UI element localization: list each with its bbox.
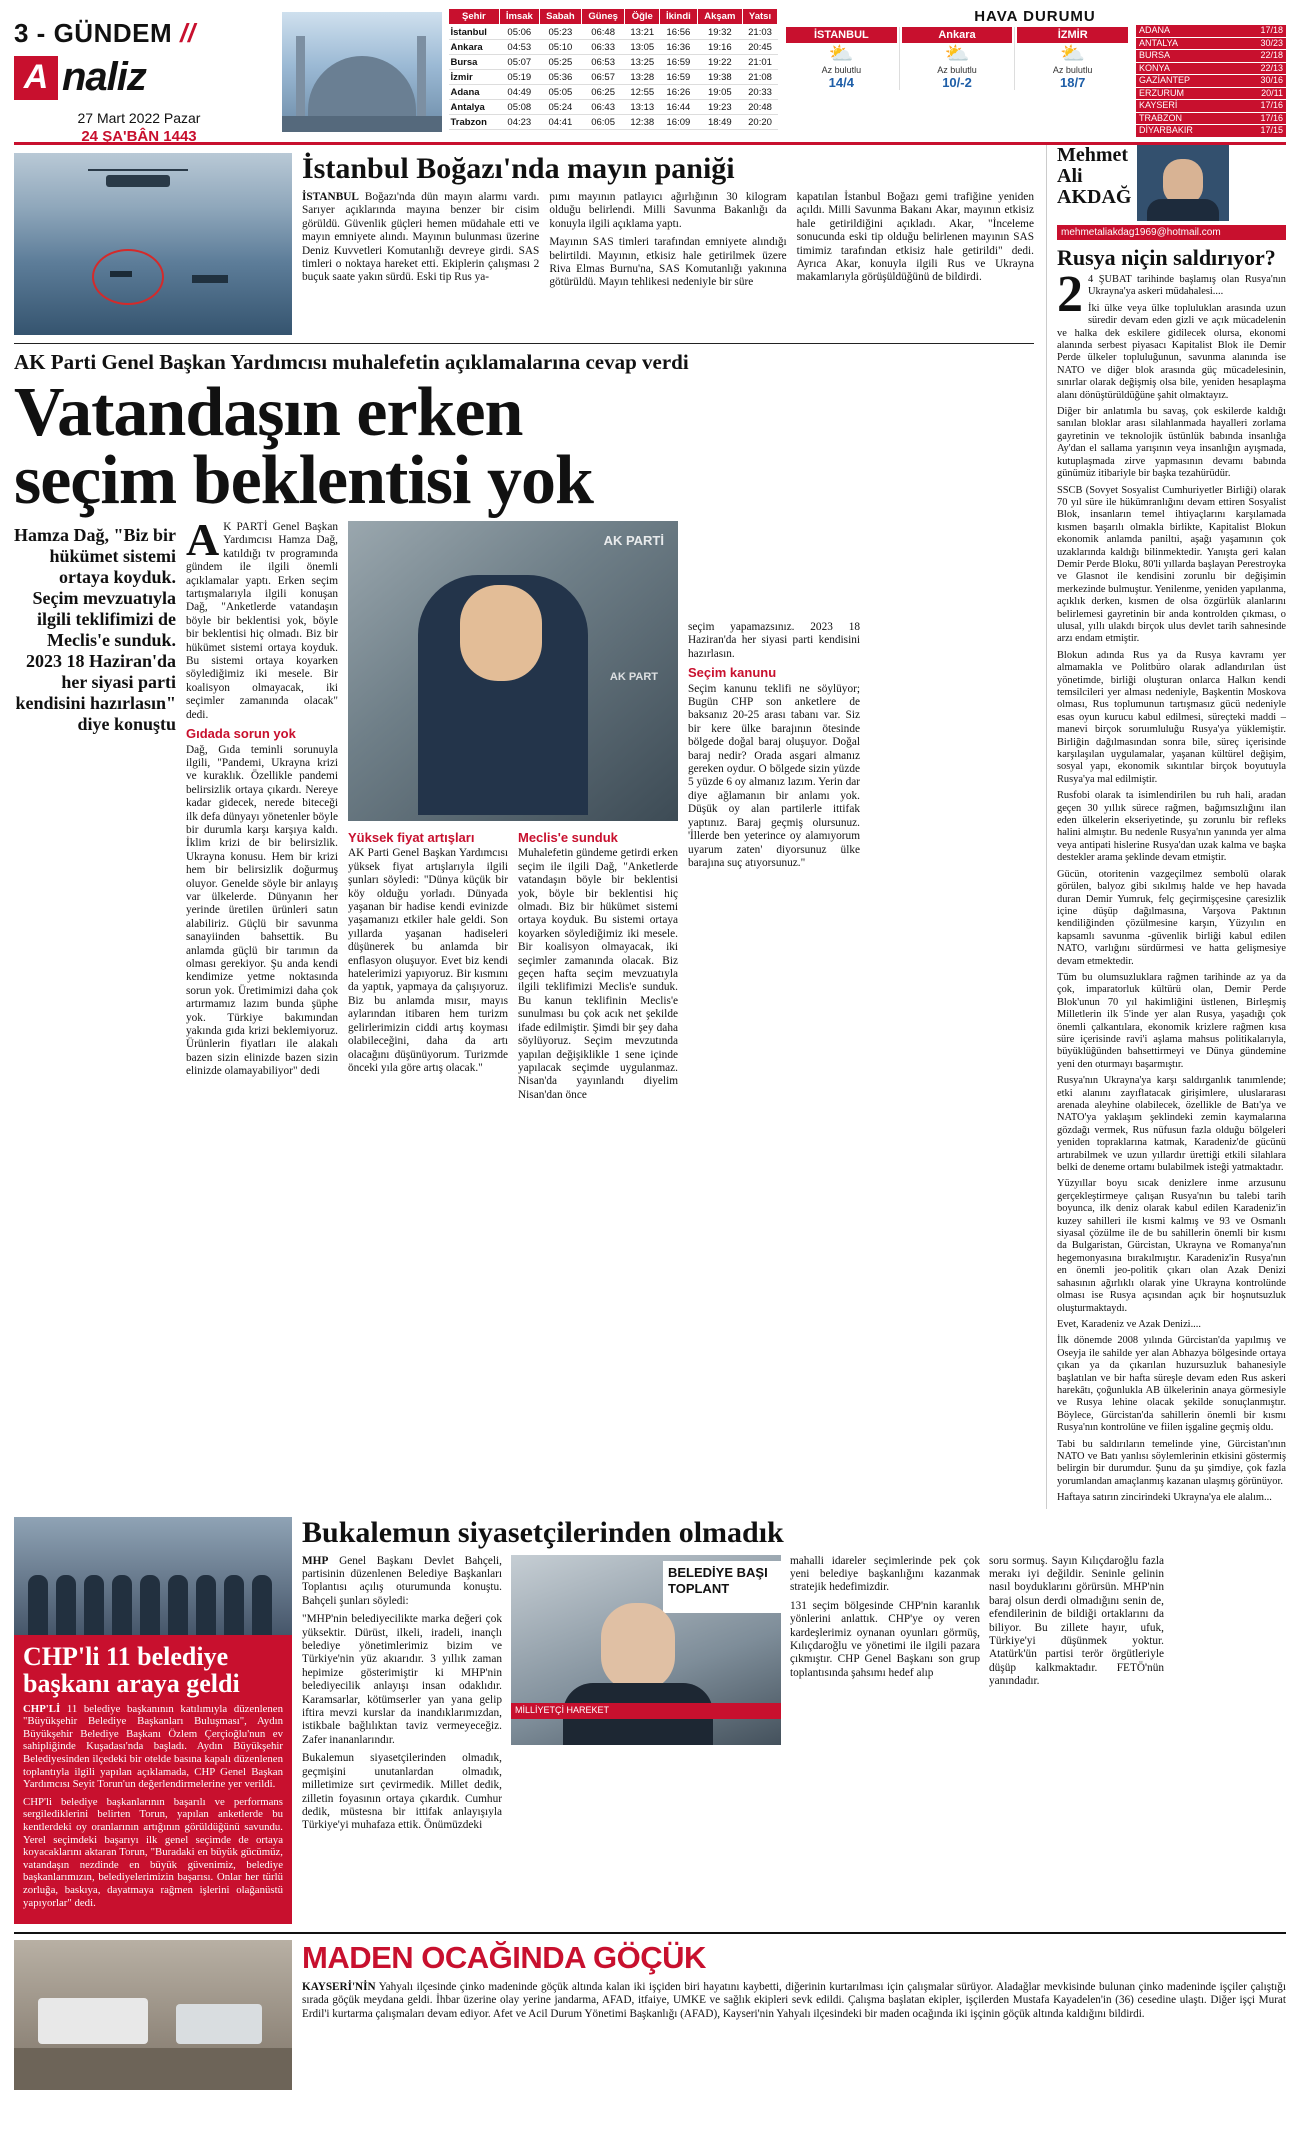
cell: 06:48 (581, 25, 624, 40)
prayer-col-1: İmsak (499, 9, 539, 25)
main-story-col-2 (348, 827, 508, 1107)
bukalemun-col-3 (989, 1555, 1164, 1838)
paragraph: Evet, Karadeniz ve Azak Denizi.... (1057, 1318, 1201, 1330)
columnist-photo (1137, 145, 1229, 221)
table-row (449, 85, 778, 100)
torso (1147, 199, 1219, 221)
cell: 13:21 (625, 25, 660, 40)
cell: 16:36 (660, 40, 697, 55)
paragraph: SSCB (Sovyet Sosyalist Cumhuriyetler Birliği) olarak 70 yıl süre ile hükümranlığını devam ettiren Sosyalist Blok, insanların temel ihtiyaçlarını karşılamada kısmen başarılı olmakla birlikte, Kapitalist Blokun ekonomik anlamda paniltıi, aşağı yaşamının çok uzaklarında kaldığı bilinmektedir. Yanışta geri kalan Demir Perde Bloku, 80'li yıllarda başlayan Perestroyka ve Glasnot ile kendisini zorunlu bir değişimin merkezinde bulmuştur. Yenilenme, yeniden yapılanma, açıklık derken, kısmen de olsa özgürlük alanlarını belirlemesi gayretinin bir anda kontrolden çıkması, o ulusal, yıllı ulakdı birçok ulus devlet tarih sahnesinde arzı endam etmiştir. (1057, 484, 1286, 645)
cell: 06:43 (581, 100, 624, 115)
cell: 13:28 (625, 70, 660, 85)
maden-story (14, 1932, 1286, 2090)
person (112, 1575, 132, 1635)
partly-cloudy-icon: ⛅ (828, 43, 854, 65)
highlight-circle (92, 249, 164, 305)
person (252, 1575, 272, 1635)
bukalemun-headline: Bukalemun siyasetçilerinden olmadık (302, 1515, 784, 1549)
table-row (449, 25, 778, 40)
columnist-middle-name: Ali (1057, 165, 1083, 187)
face (601, 1603, 675, 1691)
subhead-fiyat: Yüksek fiyat artışları (348, 830, 475, 845)
table-row (449, 40, 778, 55)
cell: Trabzon (449, 115, 500, 130)
prayer-times-table (448, 8, 778, 136)
logo-wordmark: naliz (62, 55, 146, 99)
maden-col-1 (302, 1981, 1286, 2021)
paragraph: Gücün, otoritenin vazgeçilmez sembolü olarak görülen, balyoz gibi sıkılmış halde ve hep havada duran Demir Yumruk, felç geçirmişçesine çaresizlik içine düşüp dağılmasına, Varşova Paktının kendiliğinden çözülmesine karşın, Yüzyılın en kapsamlı savunma -güvenlik birliği kabul edilen NATO, varlığını sürdürmesi ve hatta gelişmesiye devam etmektedir. (1057, 868, 1286, 967)
paragraph: Bukalemun siyasetçilerinden olmadık, geçmişini unutanlardan olmadık, milletimize sırt çevirmedik. Millet dedik, zilletin foyasının ortaya çıkardık. Cumhur dedik, müstesna bir ittifak anlayışıyla Türkiye'yi muhafaza ettik. Önümüzdeki (302, 1752, 502, 1832)
paragraph: CHP'li belediye başkanlarının başarılı ve performans sergilediklerini belirten Torun, yapılan anketlerde bu kentlerdeki oy oranlarının artığının görüldüğünü savundu. Yerel seçimdeki başarıyı ilk genel seçimde de ortaya koyacaklarını aktaran Torun, "Buradaki en büyük gücümüz, vatandaşın nezdinde en büyük güvenimiz, belediye başkanlarımızın, belediyelerimizin başarısı. Onlar her türlü zorluğa, baskıya, dayatmaya rağmen işlerini olağanüstü yapıyorlar" dedi. (23, 1795, 283, 1909)
prayer-col-0: Şehir (449, 9, 500, 25)
cell: İstanbul (449, 25, 500, 40)
cell: İzmir (449, 70, 500, 85)
city-name: BURSA (1139, 50, 1171, 60)
weather-city (784, 27, 900, 90)
cell: 06:05 (581, 115, 624, 130)
cell: 05:19 (499, 70, 539, 85)
paragraph: Diğer bir anlatımla bu savaş, çok eskilerde kaldığı sanılan bloklar arası silahlanmada hayalleri zorlama gayretinin ve teknolojik üstünlük babında insanlığa Ay'dan el sallama yarışının veya insanlığın ayışmada, kutuplaşmada zirve yapmasının devamı babında günümüz itibariyle bir başka tezahürüdür. (1057, 406, 1286, 480)
cell: 04:49 (499, 85, 539, 100)
cell: 12:55 (625, 85, 660, 100)
ak-parti-logo-2: AK PART (609, 671, 658, 683)
person (196, 1575, 216, 1635)
city-name: KAYSERİ (1139, 100, 1178, 110)
weather-city (900, 27, 1016, 90)
paragraph: Haftaya satırın zincirindeki Ukrayna'ya ele alalım... (1057, 1492, 1272, 1504)
mosque-photo (282, 12, 442, 132)
list-item (1136, 63, 1286, 76)
paragraph: Rusya'nın Ukrayna'ya karşı saldırganlık tanımlende; etki alanını zayıflatacak girişimlere, uluslararası arenada aleyhine olabilecek, özellikle de Batı'ya ve NATO'ya yaklaşım şeklindeki zemin kaymalarına gözdağı vermek, Rus nüfusun fazla olduğu bölgeleri yeniden topraklarına katmak, Karadeniz'de gücünü artırabilmek ve uzun yıllardır ürettiği etkili silahlara belki de deneme ortamı bulabilmek isteği yatmaktadır. (1057, 1075, 1286, 1174)
paragraph: KAYSERİ'NİN Yahyalı ilçesinde çinko madeninde göçük altında kalan iki işçiden biri hayatını kaybetti, diğerinin kurtarılması için çalışmalar sürüyor. Aladağlar mevkisinde bulunan çinko madeninde işçiler çalıştığı sırada göçük meydana geldi. İhbar üzerine olay yerine jandarma, AFAD, itfaiye, UMKE ve sağlık ekipleri sevk edildi. Çalışma başlatan ekipler, işçilerden Mustafa Kayadelen'in (36) cesedine ulaştı. Diğer işçi Murat Erdil'i kurtarma çalışmaları devam ediyor. Afet ve Acil Durum Yönetimi Başkanlığı (AFAD), Kayseri'nin Yahyalı ilçesindeki bir maden ocağında iki işçinin göçük altında kaldığını bildirdi. (302, 1981, 1286, 2020)
person-face (460, 585, 542, 681)
maden-body (302, 1940, 1286, 2090)
masthead-date (14, 110, 264, 145)
main-kicker: AK Parti Genel Başkan Yardımcısı muhalefetin açıklamalarına cevap verdi (14, 350, 689, 374)
photo (511, 1555, 781, 1745)
hamza-dag-photo (348, 521, 678, 821)
table-row (449, 70, 778, 85)
bosphorus-photo (14, 153, 292, 335)
helicopter (106, 175, 170, 187)
cell: 20:48 (743, 100, 778, 115)
main-story-col-3 (518, 827, 678, 1107)
city-temp: 22/18 (1260, 50, 1283, 60)
list-item (1136, 100, 1286, 113)
cell: 05:23 (539, 25, 581, 40)
columnist-header (1057, 145, 1286, 221)
cell: 16:26 (660, 85, 697, 100)
weather-desc: Az bulutlu (1052, 65, 1093, 75)
logo-mark: A (14, 56, 58, 100)
logo (14, 55, 282, 100)
prayer-col-3: Güneş (581, 9, 624, 25)
main-story-col-4 (688, 521, 860, 1107)
cell: Bursa (449, 55, 500, 70)
city-name: DİYARBAKIR (1139, 125, 1193, 135)
cell: 06:57 (581, 70, 624, 85)
weather-city-list (1136, 25, 1286, 138)
city-temp: 17/16 (1260, 100, 1283, 110)
top-story-col-1 (302, 191, 539, 295)
cell: 12:38 (625, 115, 660, 130)
chp-group-photo (14, 1517, 292, 1635)
cell: 20:45 (743, 40, 778, 55)
slash-decoration: // (180, 18, 196, 48)
cell: 13:13 (625, 100, 660, 115)
prayer-header-row (449, 9, 778, 25)
city-temp: 17/15 (1260, 125, 1283, 135)
prayer-col-6: Akşam (697, 9, 742, 25)
top-story-col-2 (549, 191, 786, 295)
city-name: ADANA (1139, 25, 1171, 35)
section-title (14, 18, 282, 49)
prayer-col-2: Sabah (539, 9, 581, 25)
maden-photo (14, 1940, 292, 2090)
cell: 16:44 (660, 100, 697, 115)
person (84, 1575, 104, 1635)
partly-cloudy-icon: ⛅ (1060, 43, 1086, 65)
cell: 16:59 (660, 70, 697, 85)
hijri-date: 24 ŞA'BÂN 1443 (81, 128, 197, 145)
list-item (1136, 113, 1286, 126)
banner-text (663, 1561, 781, 1613)
bukalemun-story (302, 1517, 1286, 1925)
mid-section (14, 1517, 1286, 1925)
paragraph: İlk dönemde 2008 yılında Gürcistan'da yapılmış ve Oseyja ile sahilde yer alan Abhazya bölgesinde ortaya çıkan ya da çıkarılan huzursuzluk bahanesiyle başlatılan ve bir hafta süreşle devam eden Rus askeri harekâtı, çoğunlukla AB ülkelerinin anaya görmesiyle ve Rusya lehine olacak şekilde sonuçlanmıştır. Böylece, Gürcistan'da sahillerin önemli bir kısmı Rusya'nın kontrolüne ve fiilen işgaline geçmiş oldu. (1057, 1335, 1286, 1434)
paragraph: Tüm bu olumsuzluklara rağmen tarihinde az ya da çok, imparatorluk kültürü olan, Demir Perde Blok'unun 70 yıl hakimliğini üstlenen, Birleşmiş Milletlerin ilk 5'inde yer alan Rusya, yaşadığı çok önemli çalkantılara, ekonomik krizlere rağmen kısa süre içerisinde ravi'i aşlama mahsus politikalarıyla, büyüklüğünden bahsettirmeyi ve Dünya gündemine yeni den oturmayı başarmıştır. (1057, 971, 1286, 1070)
cell: 21:03 (743, 25, 778, 40)
weather-temp: 14/4 (828, 75, 854, 90)
boat (192, 275, 228, 283)
bukalemun-col-1 (302, 1555, 502, 1838)
subhead-gida: Gıdada sorun yok (186, 726, 296, 742)
weather-temp: 10/-2 (942, 75, 972, 90)
headline-line-2: seçim beklentisi yok (14, 442, 593, 519)
section-label: 3 - GÜNDEM (14, 18, 173, 48)
cell: 21:01 (743, 55, 778, 70)
chp-story (14, 1517, 292, 1925)
paragraph: mahalli idareler seçimlerinde pek çok yeni belediye başkanlığını kazanmak stratejik hedefimizdir. (790, 1554, 980, 1594)
paragraph: Seçim kanunu teklifi ne söylüyor; Bugün CHP son anketlere de baksanız 20-25 arası tabanı var. Siz bir kere ülke barajının ötesinde bölgede doğal baraj oluşuyor. Doğal baraj nedir? Orada asgari almanız gereken oydur. O bölgede sizin yüzde 5 yüzde 6 oy almanız lazım. Yerin dar diye ağlamanın bir anlamı yok. Düşük oy alan partilerle ittifak yaptınız. Baraj geçmiş olursunuz. 'İllerde ben yeterince oy alamıyorum uyarum zaten' diyorsunuz ülke barajına suç atıyorsunuz." (688, 682, 860, 869)
cell: 16:09 (660, 115, 697, 130)
cell: 05:24 (539, 100, 581, 115)
weather-cities (784, 27, 1130, 90)
cell: 05:36 (539, 70, 581, 85)
banner-line-2: TOPLANT (668, 1580, 730, 1596)
cell: 06:53 (581, 55, 624, 70)
weather-widget (784, 8, 1286, 136)
top-story (14, 153, 1034, 335)
table-row (449, 55, 778, 70)
cell: Adana (449, 85, 500, 100)
cell: Antalya (449, 100, 500, 115)
weather-city-name: İZMİR (1017, 27, 1128, 43)
cell: 20:33 (743, 85, 778, 100)
cell: 20:20 (743, 115, 778, 130)
cell: 04:41 (539, 115, 581, 130)
person (28, 1575, 48, 1635)
city-name: GAZİANTEP (1139, 75, 1191, 85)
table-row (449, 100, 778, 115)
column-body (1057, 266, 1286, 1505)
chp-text-box (14, 1635, 292, 1925)
paragraph: İSTANBUL Boğazı'nda dün mayın alarmı vardı. Sarıyer açıklarında mayına benzer bir cisim görüldü. Güvenlik güçleri hemen müdahale etti ve mayın emniyete alındı. Mayının bulunması üzerine Deniz Kuvvetleri Komutanlığı devreye girdi. SAS timleri o noktaya hareket etti. Ekiplerin çalışması 2 buçuk saate yakın sürdü. Eski tip Rus ya- (302, 191, 540, 284)
upper-section (14, 145, 1286, 1509)
city-temp: 17/16 (1260, 112, 1283, 123)
person (140, 1575, 160, 1635)
cell: 05:07 (499, 55, 539, 70)
list-item (1136, 50, 1286, 63)
bukalemun-col-2 (790, 1555, 980, 1838)
divider (14, 343, 1034, 344)
cell: 18:49 (697, 115, 742, 130)
weather-desc: Az bulutlu (937, 65, 977, 75)
city-name: ANTALYA (1139, 37, 1179, 48)
paragraph: pımı mayının patlayıcı ağırlığının 30 kilogram olduğu belirlendi. Milli Savunma Bakanlığı da konuyla ilgili açıklama yaptı. (549, 191, 787, 230)
main-quote-col (14, 521, 176, 1107)
rescue-truck (38, 1998, 148, 2044)
paragraph: CHP'Lİ 11 belediye başkanının katılımıyla düzenlenen "Büyükşehir Belediye Başkanları Buluşması", Aydın Büyükşehir Belediye Başkanı Özlem Çerçioğlu'nun ev sahipliğinde Kuşadası'nda başladı. Aydın Büyükşehir Belediyesinden ilçedeki bir otelde basına kapalı düzenlenen toplantıyla ilgili yapılan açıklamada, CHP Genel Başkan Yardımcısı Seyit Torun'un değerlendirmelerine yer verildi. (23, 1702, 283, 1791)
subhead-secim-kanunu: Seçim kanunu (688, 665, 777, 681)
city-name: TRABZON (1139, 112, 1183, 123)
chp-headline: CHP'li 11 belediye başkanı araya geldi (23, 1641, 240, 1698)
banner-line-1: BELEDİYE BAŞI (668, 1564, 768, 1580)
gregorian-date: 27 Mart 2022 Pazar (77, 110, 201, 126)
cell: 19:05 (697, 85, 742, 100)
cell: 06:33 (581, 40, 624, 55)
cell: 05:10 (539, 40, 581, 55)
bahceli-photo (511, 1555, 781, 1838)
column-title: Rusya niçin saldırıyor? (1057, 245, 1276, 270)
weather-desc: Az bulutlu (821, 65, 862, 75)
paragraph: seçim yapamazsınız. 2023 18 Haziran'da her siyasi parti kendisini hazırlasın. (688, 621, 860, 660)
cell: 05:08 (499, 100, 539, 115)
paragraph: İki ülke veya ülke topluluklan arasında uzun süredir devam eden gizli ve açık mücadelenin ve halka dek eskilere gidilecek olursa, ekonomi alanında serbest piyasacı Kapitalist Blok ile Demir Perde ülkeler topluluğunun, savunma alanında ise NATO ve diğer blok arasında güç mücadelesinin, sınırlar olarak değişmiş olsa bile, yeniden hesaplaşma alanı dönüştürüldüğüne şahit olmaktayız. (1057, 302, 1286, 401)
weather-city-name: İSTANBUL (786, 27, 897, 43)
top-story-col-3 (797, 191, 1034, 295)
city-temp: 22/13 (1260, 62, 1283, 73)
list-item (1136, 75, 1286, 88)
paragraph: AK Parti Genel Başkan Yardımcısı yüksek fiyat artışlarıyla ilgili şunları söyledi: "Dünya küçük bir köy olduğu yorladı. Dünyada yaşanan bir hadise kendi evinizde yaşamanızı etkiler hale geldi. Son yıllarda yaşanan hadiseleri düşünerek bu anlamda bir enflasyon oluşuyor. Evet biz kendi hatelerimizi yapıyoruz. Bir kısmını da yaptık, yapmaya da çalışıyoruz. Biz bu anlamda mısır, mayıs aylarından itibaren hem turizm gelirlerimizin ciddi artış koyması olabileceğini, daha da artı olacağını düşünüyorum. Turizmde önceki yıla göre artış olacak." (348, 847, 508, 1074)
ground (14, 2048, 292, 2090)
cell: Ankara (449, 40, 500, 55)
ambulance (176, 2004, 262, 2044)
city-name: KONYA (1139, 62, 1170, 73)
partly-cloudy-icon: ⛅ (944, 43, 970, 65)
weather-title: HAVA DURUMU (784, 8, 1286, 25)
cell: 16:59 (660, 55, 697, 70)
prayer-col-7: Yatsı (743, 9, 778, 25)
weather-temp: 18/7 (1060, 75, 1086, 90)
city-temp: 17/18 (1260, 25, 1283, 35)
paragraph: kapatılan İstanbul Boğazı gemi trafiğine yeniden açıldı. Milli Savunma Bakanı Akar, mayının etkisiz hale getirildiğini açıkladı. Akar, "İnceleme sonucunda eski tip olduğu belirlenen mayının SAS timimiz tarafından etkisiz hale getirildi" dedi. Ayrıca Akar, konuyla ilgili Rus ve Ukrayna makamlarıyla görüşüldüğünü de bildirdi. (796, 191, 1034, 284)
ground (282, 116, 442, 132)
cell: 13:05 (625, 40, 660, 55)
paragraph: Dağ, Gıda teminli sorunuyla ilgili, "Pandemi, Ukrayna krizi ve kuraklık. Özellikle pandemi belirsizlik ortaya çıkardı. Nereye kadar gidecek, nerede biteceği ilk defa dünyayı yönetenler böyle bir durumla karşı karşıya kaldı. İklim krizi de bir belirsizlik. Ukrayna konusu. Hem bir krizi hem bir belirsizlik doğurmuş oluyor. Genelde söyle bir anlayış var ülkelerde. Dünyanın her yerinde üretilen ürünleri satın alabiliriz. Güçlü bir savunma sanayiinden bahsettik. Bu anlamda güçlü bir tarımın da olması gerekiyor. Şu anda kendi kendimize yetme noktasında sorun yok. Üretimimizi daha çok artırmamız lazım bunda şüphe yok. Türkiye bakımından yakında gıda krizi beklemiyoruz. Ürünlerin fiyatları ile alakalı bazen sizin elinizde bazen sizin elinizde olamayabiliyor" dedi (186, 743, 338, 1078)
main-story-photo (348, 521, 678, 1107)
city-temp: 30/23 (1260, 37, 1283, 48)
paragraph (186, 514, 338, 722)
cell: 19:22 (697, 55, 742, 70)
top-story-headline: İstanbul Boğazı'nda mayın paniği (302, 152, 735, 185)
drop-cap: A (186, 514, 220, 565)
columnist-email: mehmetaliakdag1969@hotmail.com (1057, 225, 1286, 240)
city-temp: 30/16 (1260, 75, 1283, 85)
columnist-first-name: Mehmet (1057, 144, 1129, 166)
cell: 04:23 (499, 115, 539, 130)
city-temp: 20/11 (1261, 87, 1283, 98)
top-story-body (302, 153, 1034, 335)
paragraph: MHP Genel Başkanı Devlet Bahçeli, partisinin düzenlenen Belediye Başkanları Toplantısı açılış oturumunda konuştu. Bahçeli şunları söyledi: (302, 1554, 502, 1607)
cell: 06:25 (581, 85, 624, 100)
cell: 19:23 (697, 100, 742, 115)
person (224, 1575, 244, 1635)
page-title (14, 374, 1034, 519)
cell: 19:32 (697, 25, 742, 40)
cell: 19:38 (697, 70, 742, 85)
party-band: MİLLİYETÇİ HAREKET (511, 1703, 781, 1719)
person (168, 1575, 188, 1635)
paragraph-text: 4 ŞUBAT tarihinde başlamış olan Rusya'nın Ukrayna'ya askeri müdahalesi.... (1088, 274, 1286, 298)
cell: 16:56 (660, 25, 697, 40)
paragraph: Tabi bu saldırıların temelinde yine, Gürcistan'ının NATO ve Batı yanlısı söylemlerinin etkisini göstermiş belirgin bir durumdur. Şunu da şu şimdiye, çok fazla yorumlandan amaçlanmış kazanan ulaşmış görünüyor. (1057, 1438, 1286, 1487)
table-row (449, 115, 778, 130)
list-item (1136, 38, 1286, 51)
masthead-left (14, 8, 282, 145)
cell: 04:53 (499, 40, 539, 55)
cell: 05:25 (539, 55, 581, 70)
person (56, 1575, 76, 1635)
paragraph: Rusfobi olarak ta isimlendirilen bu ruh hali, aradan geçen 30 yıllık sürece rağmen, bağımsızlığını ilan eden ülkelerin ekseriyetinde, şu zorunlu bir refleks halini almıştır. Bu nedenle Rusya'nın yanında yer alma veya antipati hislerine Rusya'dan uzak kalma ve başka destekler arama şeklinde devam etmiştir. (1057, 790, 1286, 864)
main-story-col-1 (186, 514, 338, 1107)
paragraph: "MHP'nin belediyecilikte marka değeri çok yüksektir. Dürüst, ilkeli, iradeli, inançlı belediye yönetimlerimiz bizim ve Türkiye'nin yüz akıarıdır. 3 yıllık zaman hepimize gösterimiştir ki MHP'nin belediyecilik anlayışı insan odaklıdır. Karamsarlar, kötümserler yan yana gelip iftira mevzi kurslar da inandıklarımızdan, istikbale bağlılıktan taviz vermeyeceğiz. Zafer inananlarındır. (302, 1613, 502, 1746)
paragraph (1057, 266, 1286, 323)
headline-line-1: Vatandaşın erken (14, 374, 523, 451)
weather-city-name: Ankara (902, 27, 1013, 43)
cell: 05:05 (539, 85, 581, 100)
cell: 13:25 (625, 55, 660, 70)
columnist-section (1046, 145, 1286, 1509)
paragraph: 131 seçim bölgesinde CHP'nin karanlık yönlerini anlattık. CHP'ye oy veren kardeşlerimiz oynanan oyunları görmüş, Kılıçdaroğlu ve yönetimi ile ilgili pazara çıkmıştır. CHP Genel Başkanı son grup toplantısında şahsımı hedef alıp (790, 1599, 980, 1679)
subhead-meclis: Meclis'e sunduk (518, 830, 618, 845)
paragraph-text: K PARTİ Genel Başkan Yardımcısı Hamza Dağ, katıldığı tv programında gündem ile ilgili önemli açıklamalar yaptı. Erken seçim tartışmalarıyla ilgili konuşan Dağ, "Anketlerde vatandaşın böyle bir beklentisi yok, böyle bir beklentisi hiç olmadı. Biz bir hükümet sistemi ortaya koyduk. Bu sistemi ortaya koyarken söylediğimiz iki mesele. Bir koalisyon olmayacak, iki seçimler zamanında olacak" dedi. (186, 521, 338, 721)
list-item (1136, 125, 1286, 138)
columnist-last-name: AKDAĞ (1057, 186, 1132, 208)
cell: 19:16 (697, 40, 742, 55)
paragraph: Muhalefetin gündeme getirdi erken seçim ile ilgili Dağ, "Anketlerde vatandaşın böyle bir beklentisi yok, böyle bir beklentisi hiç olmadı. Biz bir hükümet sistemi ortaya koyduk. Bu sistemi ortaya koyarken söylediğimiz iki mesele. Bir koalisyon olmayacak, iki seçimler zamanında olacak. Biz geçen hafta seçim mevzuatıyla ilgili teklifimizi Meclis'e sunduk. Bu kanun teklifinin Meclis'e sunulması bu çok acık net şekilde ifade edilmiştir. Şimdi bir şey daha söylüyoruz. Seçim mevzutında yapılan değişiklikle 1 sene içinde yapılacak seçimde uygulanmaz. Nisan'da yayınlandı diyelim Nisan'dan önce (518, 847, 678, 1101)
weather-city (1015, 27, 1130, 90)
paragraph: Blokun adında Rus ya da Rusya kavramı yer almamakla ve Politbüro olarak adlandırılan üst yönetimde, birliği oluşturan onlarca Halkın kendi temsilcileri yer alması nedeniyle, Başkentin Moskova olması, Rus toplumunun tartışmasız gücü nedeniyle esas oyun kurucu kabul edilmesi, süreçteki maddi – manevi birçok soruımluluğu Rusya'ya yüklemiştir. Birliğin dağılmasından sonra bile, süreç içerisinde karşılaşılan uygulamalar, yaşanan kültürel değişim, sosyal yapı, ekonomik sıkıntılar birçok boyutuyla Rusya'ya mal edilmiştir. (1057, 649, 1286, 785)
maden-headline: MADEN OCAĞINDA GÖÇÜK (302, 1940, 706, 1976)
drop-cap: 2 (1057, 266, 1083, 323)
cell: 05:06 (499, 25, 539, 40)
pull-quote: Hamza Dağ, "Biz bir hükümet sistemi ortaya koyduk. Seçim mevzuatıyla ilgili teklifimizi de Meclis'e sunduk. 2023 18 Haziran'da her siyasi parti kendisini hazırlasın" diye konuştu (14, 525, 176, 734)
top-story-photo (14, 153, 292, 335)
city-name: ERZURUM (1139, 87, 1184, 98)
paragraph: Mayının SAS timleri tarafından emniyete alındığı belirtildi. Mayının, etkisiz hale getirilmek üzere Riva Elmas Burnu'na, SAS Komutanlığı yakınına götürüldü. Mayın tehlikesi nedeniyle bir süre (549, 236, 787, 289)
prayer-col-5: İkindi (660, 9, 697, 25)
list-item (1136, 25, 1286, 38)
masthead (14, 8, 1286, 145)
prayer-col-4: Öğle (625, 9, 660, 25)
main-story-grid (14, 514, 1034, 1107)
cell: 21:08 (743, 70, 778, 85)
paragraph: soru sormuş. Sayın Kılıçdaroğlu fazla merakı iyi değildir. Seninle gelinin nasıl boyduklarını görürsün. MHP'nin baraj olsun derdi olmadığını senin de, efendilerinin de bildiği ortaklarını da biliyor. Bu zillete hayır, ufuk, Türkiye'yi düşünmek yoktur. Atatürk'ün partisi terör örgütleriyle düşüp kalkmaktadır. FETÖ'nün yanındadır. (989, 1554, 1164, 1688)
list-item (1136, 88, 1286, 101)
paragraph: Yüzyıllar boyu sıcak denizlere inme arzusunu gerçekleştirmeye çalışan Rusya'nın bu talebi tarih boyunca, ilk deniz olarak kabul edilen Karadeniz'in kuzey sahilleri ile kısmi kalmış ve 93 ve Osmanlı siyasal çözülme ile de bu sahillerin önemli bir kısmı da Bulgaristan, Gürcistan, Ukrayna ve Romanya'nın hegemonyasına bırakılmıştır. Karadeniz'in Rusya'nın en önemli jeo-politik çıkarı olan Azak Denizi sahasının ağırlıklı olarak yine Ukrayna kontrolünde olması ise Rusya açısından açık bir hoşnutsuzluk oluşturmaktaydı. (1057, 1178, 1286, 1314)
ak-parti-logo: AK PARTİ (603, 533, 664, 548)
